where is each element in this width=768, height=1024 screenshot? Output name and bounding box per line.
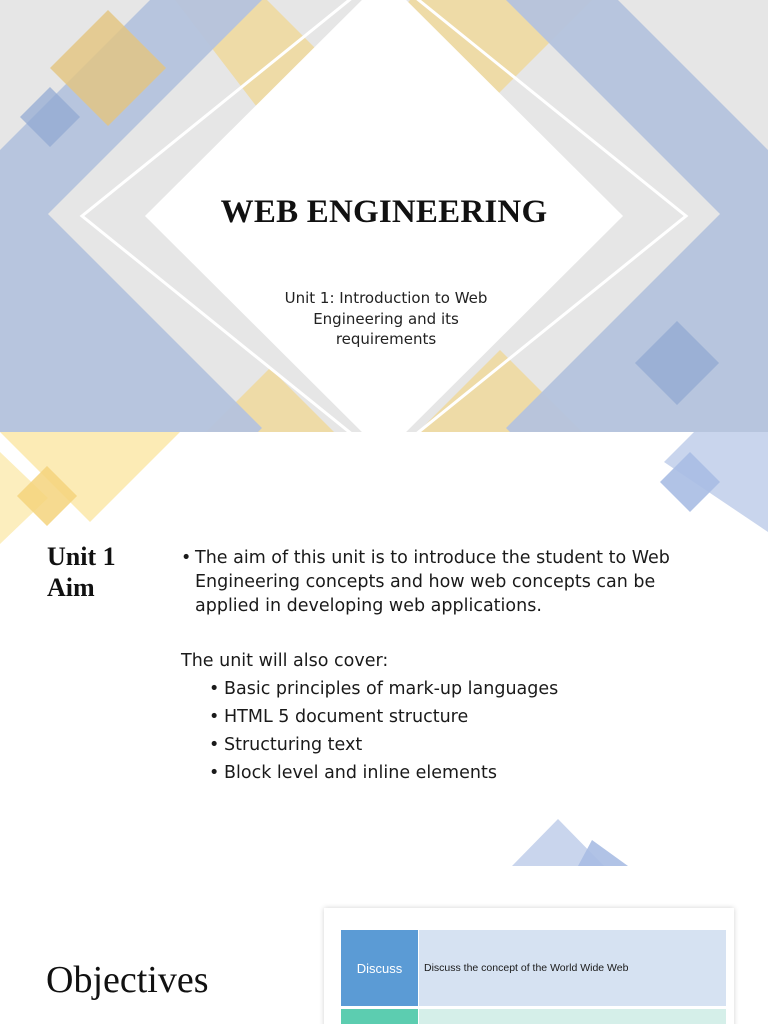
objective-label [341, 1009, 418, 1024]
list-item [209, 703, 721, 731]
objectives-table [324, 908, 734, 1024]
objective-row [341, 930, 726, 1006]
bullet-marker: • [209, 679, 220, 699]
bullet-marker: • [209, 735, 220, 755]
list-item-text: Structuring text [224, 735, 363, 755]
list-item-text: Block level and inline elements [224, 763, 497, 783]
bullet-marker: • [181, 548, 192, 568]
objective-row [341, 1009, 726, 1024]
presentation-title: WEB ENGINEERING [220, 194, 548, 230]
unit-aim-heading [47, 541, 116, 603]
objectives-heading: Objectives [46, 959, 209, 1001]
aim-bullet [181, 546, 721, 618]
bullet-marker: • [209, 707, 220, 727]
aim-body [181, 546, 721, 787]
objectives-slide [0, 866, 768, 1024]
cover-list [181, 675, 721, 787]
list-item [209, 731, 721, 759]
title-slide [0, 0, 768, 432]
objective-description [419, 1009, 726, 1024]
unit-aim-heading-line2: Aim [47, 573, 95, 602]
list-item-text: Basic principles of mark-up languages [224, 679, 559, 699]
aim-slide [0, 432, 768, 866]
bullet-marker: • [209, 763, 220, 783]
objective-description: Discuss the concept of the World Wide Web [419, 930, 726, 1006]
cover-intro: The unit will also cover: [181, 651, 389, 671]
list-item [209, 759, 721, 787]
aim-text: The aim of this unit is to introduce the student to Web Engineering concepts and how web concepts can be applied in developing web applications. [195, 548, 670, 616]
list-item-text: HTML 5 document structure [224, 707, 469, 727]
objective-label: Discuss [341, 930, 418, 1006]
unit-aim-heading-line1: Unit 1 [47, 542, 116, 571]
list-item [209, 675, 721, 703]
presentation-subtitle: Unit 1: Introduction to Web Engineering and its requirements [284, 289, 488, 348]
